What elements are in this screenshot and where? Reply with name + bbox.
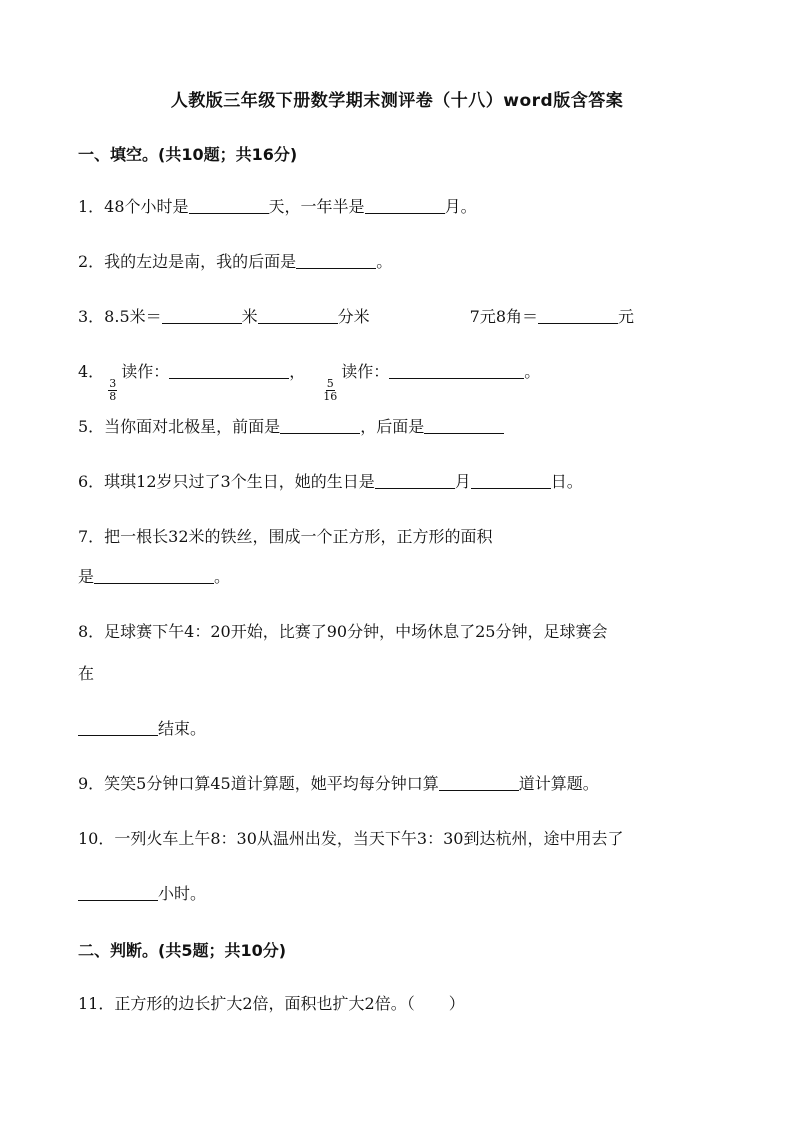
q11-paren-open: （ <box>406 994 415 1013</box>
q1-text-c: 月。 <box>444 197 477 216</box>
q3-text-b: 米 <box>241 307 258 326</box>
q2-text-b: 。 <box>376 252 393 271</box>
question-10-line-1: 10．一列火车上午8：30从温州出发，当天下午3：30到达杭州，途中用去了 <box>78 829 624 848</box>
fraction-three-eighths <box>108 378 117 403</box>
q7-text-b: 是 <box>78 567 95 586</box>
q4-text-e: 。 <box>524 362 541 381</box>
q11-text-a: 11．正方形的边长扩大2倍，面积也扩大2倍。 <box>78 994 407 1013</box>
q1-answer-blank-2[interactable] <box>365 197 445 214</box>
q4-text-d: 读作： <box>341 362 390 381</box>
question-1 <box>78 196 477 218</box>
q3-answer-blank-3[interactable] <box>538 307 618 324</box>
section-heading-judgement: 二、判断。(共5题；共10分) <box>78 941 287 960</box>
question-8-line-3 <box>78 718 206 740</box>
question-7-line-2 <box>78 566 230 588</box>
q5-text-a: 5．当你面对北极星，前面是 <box>78 417 281 436</box>
fraction-2-denominator: 16 <box>323 390 338 403</box>
question-6 <box>78 471 583 493</box>
q6-text-b: 月 <box>454 472 471 491</box>
question-8-line-2: 在 <box>78 664 95 683</box>
q7-answer-blank[interactable] <box>94 567 214 584</box>
q10-answer-blank[interactable] <box>78 884 158 901</box>
q6-text-a: 6．琪琪12岁只过了3个生日，她的生日是 <box>78 472 375 491</box>
q8-answer-blank[interactable] <box>78 719 158 736</box>
q3-text-e: 元 <box>618 307 635 326</box>
q6-answer-blank-2[interactable] <box>471 472 551 489</box>
q6-answer-blank-1[interactable] <box>375 472 455 489</box>
q4-text-b: 读作： <box>121 362 170 381</box>
q4-text-a: 4． <box>78 362 105 381</box>
question-7-line-1: 7．把一根长32米的铁丝，围成一个正方形，正方形的面积 <box>78 527 493 546</box>
q8-text-c: 结束。 <box>158 719 207 738</box>
fraction-five-sixteenths <box>323 378 337 403</box>
question-10-line-2 <box>78 883 206 905</box>
q5-answer-blank-2[interactable] <box>424 417 504 434</box>
q4-answer-blank-2[interactable] <box>389 362 524 379</box>
fraction-1-numerator: 3 <box>109 377 117 390</box>
q3-answer-blank-2[interactable] <box>258 307 338 324</box>
q9-text-b: 道计算题。 <box>518 774 599 793</box>
q11-paren-close: ） <box>448 994 465 1013</box>
q3-text-c: 分米 <box>337 307 370 326</box>
q10-text-b: 小时。 <box>158 884 207 903</box>
q5-text-b: ，后面是 <box>360 417 425 436</box>
page-title: 人教版三年级下册数学期末测评卷（十八）word版含答案 <box>170 91 624 111</box>
q4-text-c: ， <box>289 362 306 381</box>
q3-text-d: 7元8角＝ <box>469 307 539 326</box>
q1-text-b: 天，一年半是 <box>268 197 365 216</box>
q2-answer-blank[interactable] <box>296 252 376 269</box>
q9-text-a: 9．笑笑5分钟口算45道计算题，她平均每分钟口算 <box>78 774 439 793</box>
question-5 <box>78 416 504 438</box>
q1-text-a: 1．48个小时是 <box>78 197 189 216</box>
question-3 <box>78 306 634 328</box>
section-heading-fill-blank: 一、填空。(共10题；共16分) <box>78 145 298 164</box>
fraction-2-numerator: 5 <box>326 377 334 390</box>
q1-answer-blank-1[interactable] <box>189 197 269 214</box>
question-4 <box>78 361 540 403</box>
q4-answer-blank-1[interactable] <box>169 362 289 379</box>
question-2 <box>78 251 392 273</box>
q6-text-c: 日。 <box>550 472 583 491</box>
q5-answer-blank-1[interactable] <box>280 417 360 434</box>
fraction-1-denominator: 8 <box>109 390 117 403</box>
q3-text-a: 3．8.5米＝ <box>78 307 162 326</box>
q3-answer-blank-1[interactable] <box>162 307 242 324</box>
q2-text-a: 2．我的左边是南，我的后面是 <box>78 252 297 271</box>
question-8-line-1: 8．足球赛下午4：20开始，比赛了90分钟，中场休息了25分钟，足球赛会 <box>78 622 608 641</box>
question-11 <box>78 993 465 1015</box>
question-9 <box>78 773 599 795</box>
q7-text-c: 。 <box>214 567 231 586</box>
q9-answer-blank[interactable] <box>439 774 519 791</box>
